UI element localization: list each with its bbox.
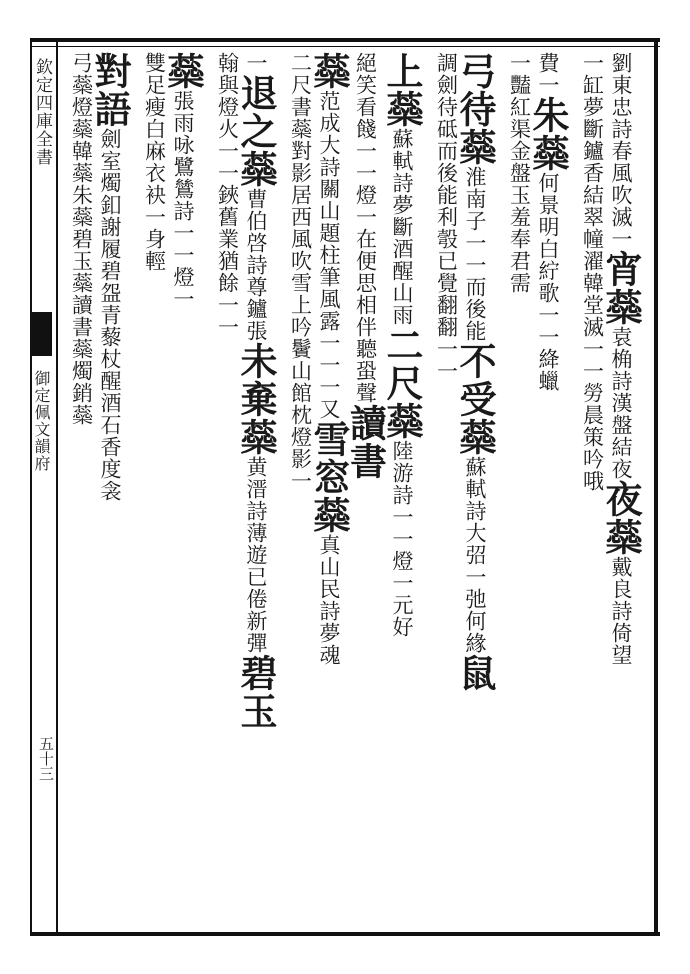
annotation-text: 燈蘂 [69, 96, 94, 140]
top-border [30, 38, 660, 42]
text-column [494, 52, 531, 924]
annotation-text: 黄溍詩薄遊已倦新彈 [244, 456, 268, 654]
annotation-text: 淮南子一一而後能 [463, 166, 487, 342]
annotation-text: 二尺書蘂對影居西風吹雪上吟鬢 [288, 52, 313, 360]
annotation-text: 韓蘂 [69, 140, 94, 184]
annotation-text: 香度衾 [98, 436, 122, 502]
annotation-text: 醒酒石 [98, 370, 122, 436]
annotation-text: 燭釦 [98, 172, 122, 216]
annotation-text: 彀已覺翻翻一一 [434, 228, 459, 382]
annotation-text: 戴良詩倚望 [609, 556, 633, 666]
annotation-text: 雙足瘦白麻衣袂一身輕 [142, 52, 167, 272]
annotation-text: 青藜杖 [98, 304, 122, 370]
annotation-text: 弓蘂 [69, 52, 94, 96]
annotation-text: 謝履 [98, 216, 122, 260]
text-column [275, 52, 312, 924]
headword: 宵 [599, 250, 643, 288]
annotation-text: 張雨咏鷺鷥詩一一燈一 [171, 90, 195, 310]
annotation-text: 調劍待砥而後能利 [434, 52, 459, 228]
text-column [453, 52, 497, 924]
text-column [307, 52, 351, 924]
text-column [526, 52, 570, 924]
text-column [161, 52, 205, 924]
annotation-text: 一 [609, 228, 633, 250]
annotation-text: 又 [317, 398, 341, 420]
book-title: 欽定四庫全書 [32, 58, 52, 166]
annotation-text: 劍室 [98, 128, 122, 172]
text-column [202, 52, 239, 924]
text-column [234, 52, 278, 924]
headword: 蘂 [307, 52, 351, 90]
annotation-text: 讀書蘂 [69, 294, 94, 360]
annotation-text: 好 [390, 616, 414, 638]
annotation-text: 費一 [536, 52, 560, 96]
gutter-border-left [30, 38, 32, 936]
headword: 不受蘂 [453, 342, 497, 456]
annotation-text: 蘇軾詩大弨一弛何緣 [463, 456, 487, 654]
text-column [56, 52, 93, 924]
text-column [343, 52, 388, 924]
annotation-text: 袁桷詩漢盤結夜 [609, 326, 633, 480]
annotation-text: 勞晨策吟哦 [580, 382, 605, 492]
top-inner-border [30, 46, 660, 47]
headword: 碧玉 [234, 654, 278, 730]
annotation-text: 一 [244, 52, 268, 74]
page-number: 五十三 [37, 736, 55, 781]
text-column [129, 52, 166, 924]
annotation-text: 燭銷蘂 [69, 360, 94, 426]
text-column [421, 52, 458, 924]
headword: 蘂 [599, 288, 643, 326]
headword: 讀書 [343, 404, 388, 480]
annotation-text: 范成大詩關山題柱筆風露一一一 [317, 90, 341, 398]
text-column [88, 52, 132, 924]
headword: 鼠 [453, 654, 497, 692]
annotation-text: 碧盌 [98, 260, 122, 304]
bottom-border [30, 932, 660, 936]
annotation-text: 朱蘂 [69, 184, 94, 228]
fishtail-mark [30, 312, 52, 356]
headword: 弓待蘂 [453, 52, 497, 166]
annotation-text: 一 [507, 52, 532, 74]
annotation-text: 一缸夢斷鑪香結翠幢 [580, 52, 605, 250]
headword: 對語 [88, 52, 132, 128]
annotation-text: 濯韓堂滅一一 [580, 250, 605, 382]
annotation-text: 劉東忠詩春風吹滅 [609, 52, 633, 228]
annotation-text: 碧玉蘂 [69, 228, 94, 294]
headword: 二尺蘂 [380, 326, 424, 440]
annotation-text: 何景明白紵歌一一絳蠟 [536, 172, 560, 392]
right-border [654, 38, 658, 936]
annotation-text: 鋏舊業猶餘一一 [215, 184, 240, 338]
text-column [599, 52, 643, 924]
headword: 朱蘂 [526, 96, 570, 172]
section-title: 御定佩文韻府 [32, 370, 51, 472]
headword: 退之蘂 [234, 74, 278, 188]
headword: 雪窓蘂 [307, 420, 351, 534]
annotation-text: 豔紅渠金盤玉羞奉君需 [507, 74, 532, 294]
annotation-text: 陸游詩一一燈一元 [390, 440, 414, 616]
text-column [567, 52, 604, 924]
text-column [380, 52, 424, 924]
annotation-text: 在便思相伴聽蛩聲 [353, 228, 378, 404]
annotation-text: 山館枕燈影一 [288, 360, 313, 492]
annotation-text: 曹伯啓詩尊鑪張 [244, 188, 268, 342]
headword: 上蘂 [380, 52, 424, 128]
headword: 蘂 [161, 52, 205, 90]
annotation-text: 絕笑看餞一一燈一 [353, 52, 378, 228]
annotation-text: 翰與燈火一一 [215, 52, 240, 184]
annotation-text: 真山民詩夢魂 [317, 534, 341, 666]
headword: 夜蘂 [599, 480, 643, 556]
annotation-text: 蘇軾詩夢斷酒醒山雨 [390, 128, 414, 326]
headword: 未棄蘂 [234, 342, 278, 456]
